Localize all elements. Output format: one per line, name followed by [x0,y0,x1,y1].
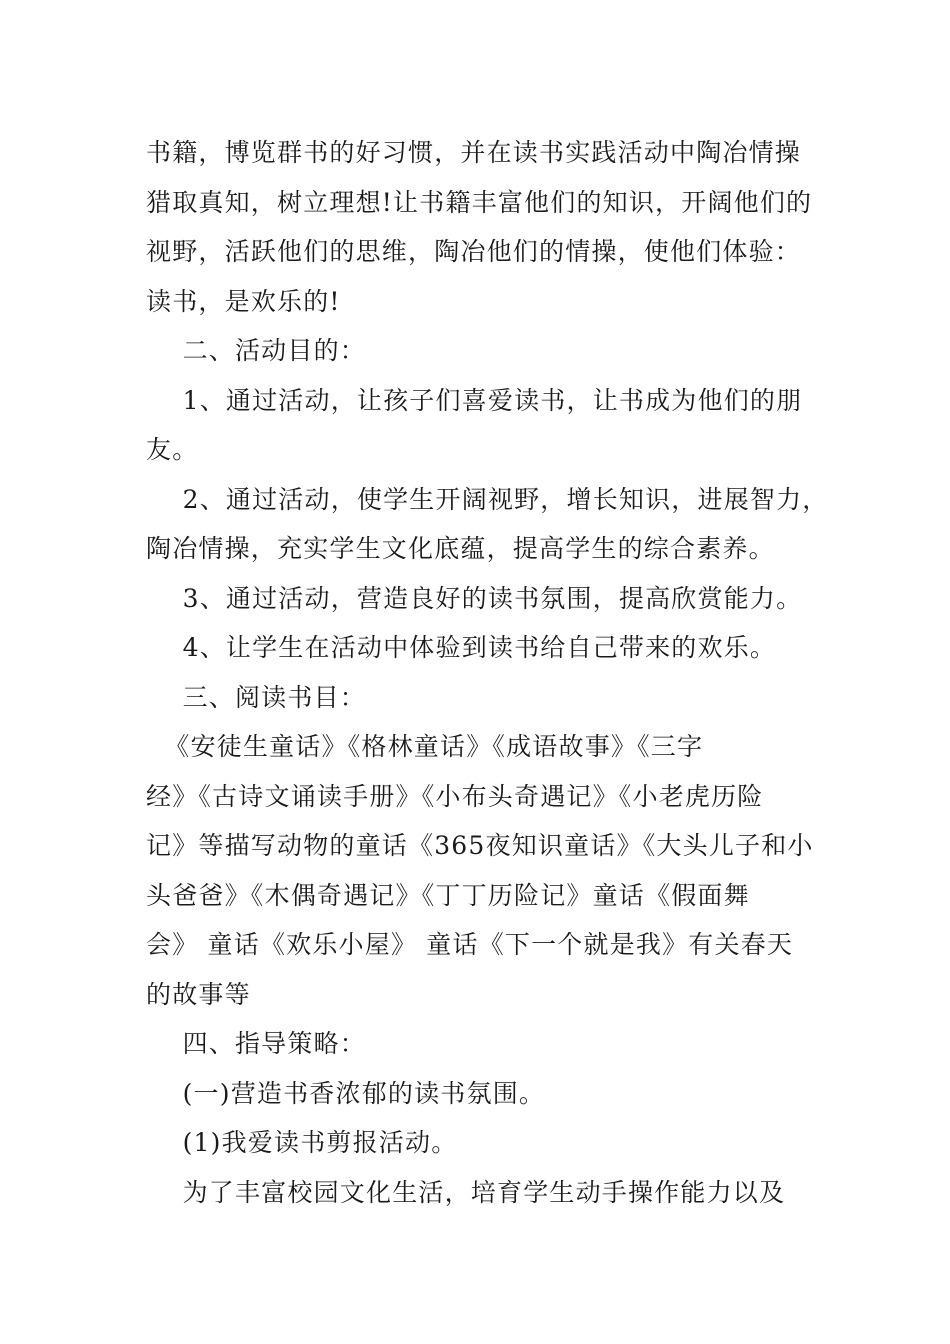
text-line: 《安徒生童话》《格林童话》《成语故事》《三字 [146,732,704,761]
text-line: 经》《古诗文诵读手册》《小布头奇遇记》《小老虎历险 [146,781,764,811]
text-line: 4、让学生在活动中体验到读书给自己带来的欢乐。 [146,633,777,662]
text-line: 为了丰富校园文化生活，培育学生动手操作能力以及 [146,1177,786,1207]
text-line: 视野，活跃他们的思维，陶冶他们的情操，使他们体验： [146,237,802,266]
text-line: 书籍，博览群书的好习惯，并在读书实践活动中陶冶情操 [146,138,802,167]
text-line: 头爸爸》《木偶奇遇记》《丁丁历险记》童话《假面舞 [146,880,750,910]
text-line: 1、通过活动，让孩子们喜爱读书，让书成为他们的朋 [146,385,803,415]
body-text [146,128,829,1217]
section-heading: 四、指导策略： [146,1029,366,1058]
section-heading: 三、阅读书目： [146,682,366,712]
text-line: 3、通过活动，营造良好的读书氛围，提高欣赏能力。 [146,583,803,613]
text-line: 友。 [146,435,199,464]
section-heading: 二、活动目的： [146,336,366,365]
text-line: 的故事等 [146,979,251,1009]
text-line: 会》 童话《欢乐小屋》 童话《下一个就是我》有关春天 [146,930,794,959]
subsection-heading: (1)我爱读书剪报活动。 [146,1128,458,1157]
subsection-heading: (一)营造书香浓郁的读书氛围。 [146,1078,546,1108]
text-line: 读书，是欢乐的! [146,286,341,316]
text-line: 2、通过活动，使学生开阔视野，增长知识，进展智力， [146,484,829,514]
text-line: 陶冶情操，充实学生文化底蕴，提高学生的综合素养。 [146,534,775,563]
text-line: 记》等描写动物的童话《365夜知识童话》《大头儿子和小 [146,831,814,860]
text-line: 猎取真知，树立理想!让书籍丰富他们的知识，开阔他们的 [146,187,813,217]
